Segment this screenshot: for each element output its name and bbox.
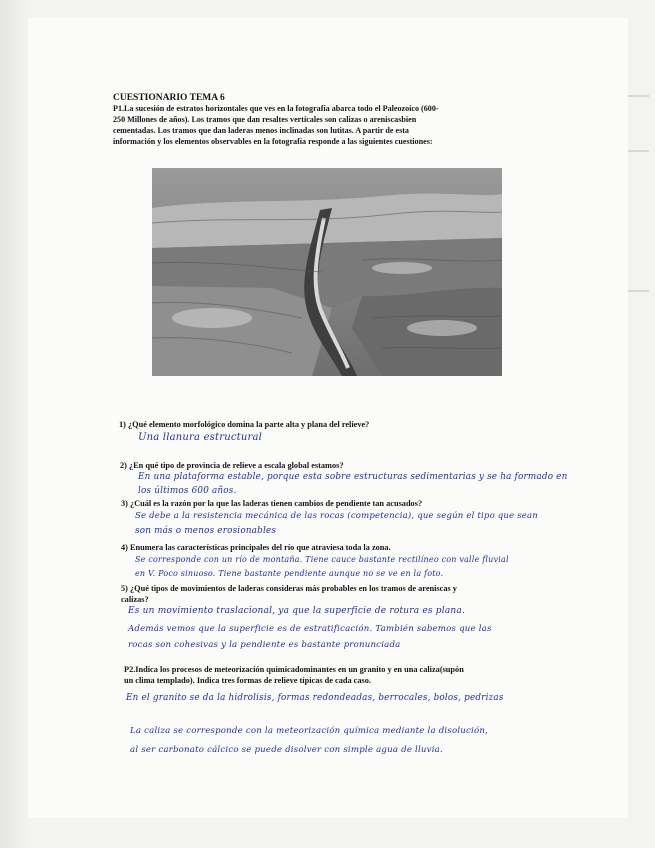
question-5-line-1: 5) ¿Qué tipos de movimientos de laderas consideras más probables en los tramos de areniscas y [121, 584, 457, 593]
answer-4-line-1: Se corresponde con un río de montaña. Tiene cauce bastante rectilíneo con valle fluvial [135, 555, 509, 564]
answer-3-line-2: son más o menos erosionables [135, 526, 277, 536]
question-4: 4) Enumera las características principales del río que atraviesa toda la zona. [121, 543, 391, 552]
intro-line: información y los elementos observables en la fotografía responde a las siguientes cuestiones: [113, 137, 433, 146]
p2-question-line-2: un clima templado). Indica tres formas de relieve típicas de cada caso. [124, 676, 371, 685]
answer-2-line-1: En una plataforma estable, porque esta sobre estructuras sedimentarias y se ha formado en [138, 472, 568, 482]
answer-5-line-3: rocas son cohesivas y la pendiente es bastante pronunciada [128, 640, 401, 650]
answer-1: Una llanura estructural [138, 432, 263, 443]
canyon-photo [152, 168, 502, 376]
answer-5-line-2: Además vemos que la superficie es de estratificación. También sabemos que las [128, 624, 492, 634]
p2-answer-limestone-line-2: al ser carbonato cálcico se puede disolver con simple agua de lluvia. [130, 745, 443, 755]
answer-3-line-1: Se debe a la resistencia mecánica de las rocas (competencia), que según el tipo que sean [135, 511, 538, 521]
intro-line: P1.La sucesión de estratos horizontales que ves en la fotografía abarca todo el Paleozoico (600- [113, 104, 439, 113]
scan-shadow [0, 0, 28, 848]
question-2: 2) ¿En qué tipo de provincia de relieve a escala global estamos? [120, 461, 344, 470]
document-title: CUESTIONARIO TEMA 6 [113, 93, 225, 103]
answer-5-line-1: Es un movimiento traslacional, ya que la superficie de rotura es plana. [128, 606, 466, 616]
p2-answer-granite: En el granito se da la hidrolisis, formas redondeadas, berrocales, bolos, pedrizas [126, 693, 504, 703]
intro-line: 250 Millones de años). Los tramos que dan resaltes verticales son calizas o areniscasbien [113, 115, 417, 124]
question-5-line-2: calizas? [121, 595, 149, 604]
question-1: 1) ¿Qué elemento morfológico domina la parte alta y plana del relieve? [119, 420, 370, 429]
p2-answer-limestone-line-1: La caliza se corresponde con la meteorización química mediante la disolución, [130, 726, 489, 736]
intro-line: cementadas. Los tramos que dan laderas menos inclinadas son lutitas. A partir de esta [113, 126, 409, 135]
answer-2-line-2: los últimos 600 años. [138, 486, 237, 496]
question-3: 3) ¿Cuál es la razón por la que las laderas tienen cambios de pendiente tan acusados? [121, 499, 423, 508]
answer-4-line-2: en V. Poco sinuoso. Tiene bastante pendiente aunque no se ve en la foto. [135, 569, 444, 578]
p2-question-line-1: P2.Indica los procesos de meteorización quimicadominantes en un granito y en una caliza(supón [124, 665, 464, 674]
